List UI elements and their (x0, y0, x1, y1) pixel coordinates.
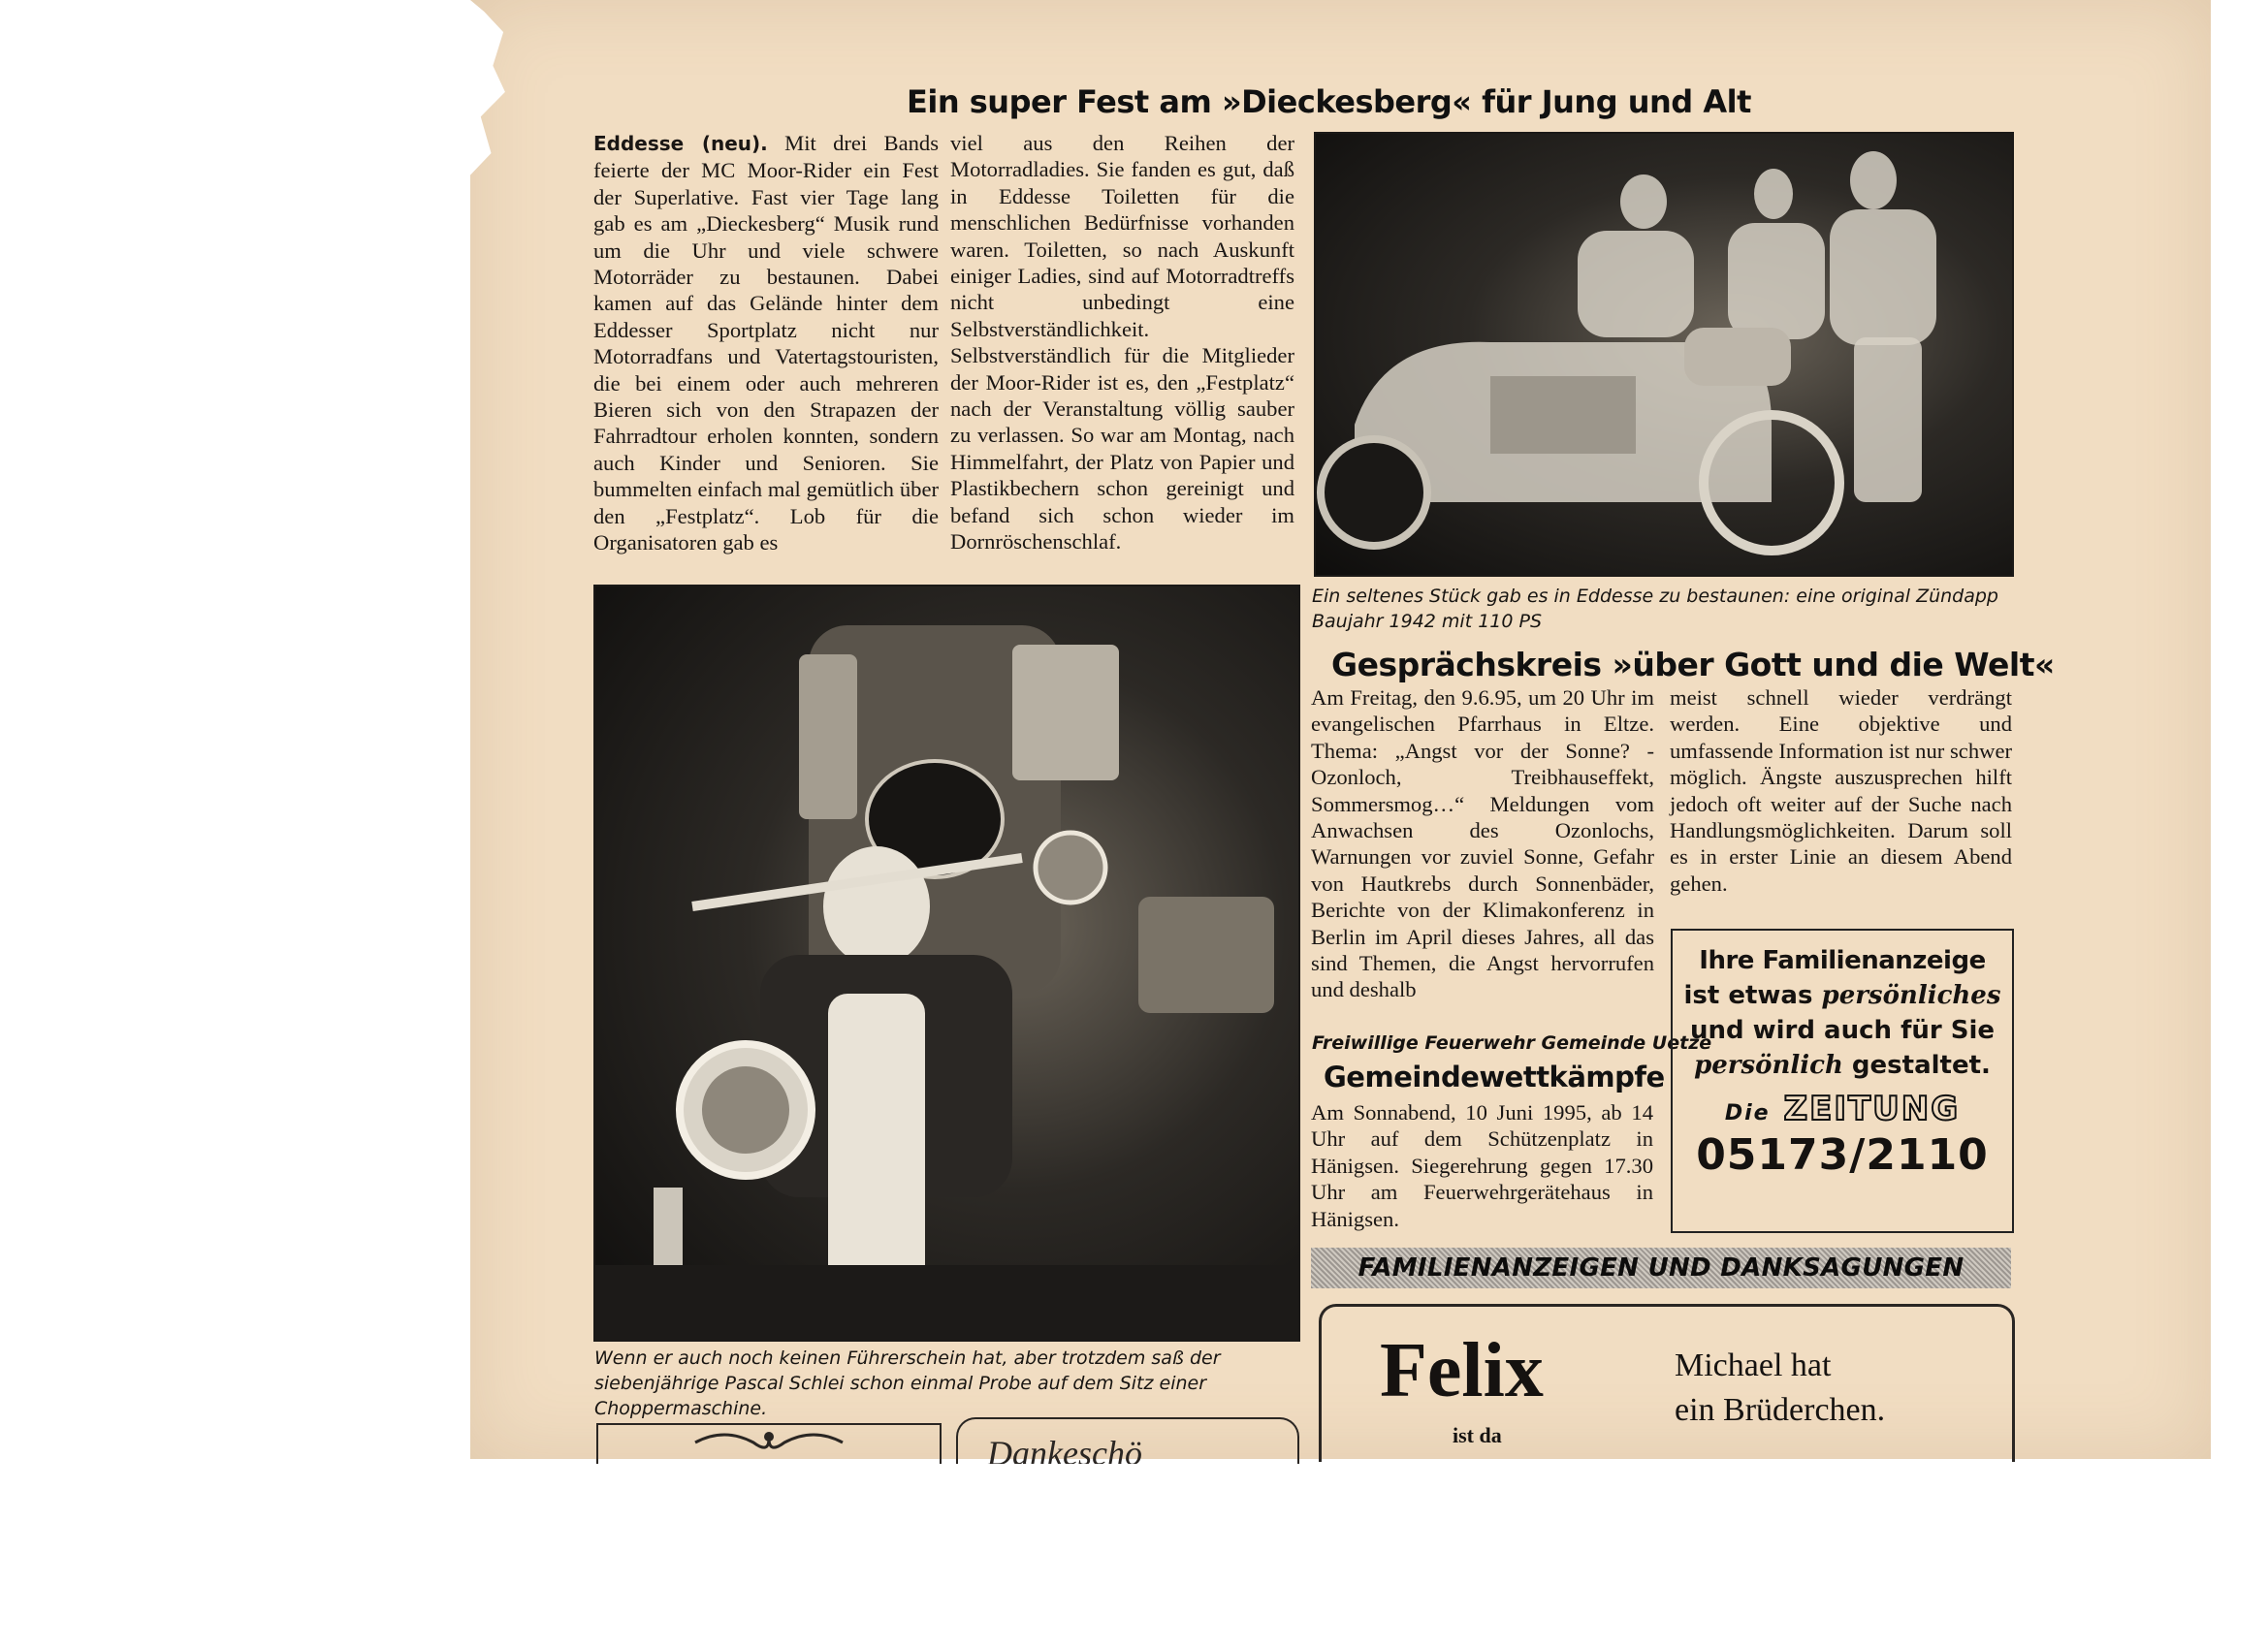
photo-caption-2: Wenn er auch noch keinen Führerschein hat, aber trotzdem saß der siebenjährige Pascal Schlei schon einmal Probe auf dem Sitz einer Choppermaschine. (594, 1347, 1221, 1419)
photo-boy-chopper (593, 585, 1300, 1342)
announcement-line-2: ein Brüderchen. (1675, 1392, 1886, 1428)
announcement-name: Felix (1380, 1328, 1544, 1413)
ad-line-3: und wird auch für Sie (1689, 1016, 1996, 1045)
article-body-1: Mit drei Bands feierte der MC Moor-Rider ein Fest der Superlative. Fast vier Tage lang gab es am „Dieckesberg“ Musik rund um die Uhr und viele schwere Motorräder zu bestaunen. Dabei kamen auf das Gelände hinter dem Eddesser Sportplatz nicht nur Motorradfans und Vatertagstouristen, die bei einem oder auch mehreren Bieren sich von den Strapazen der Fahrradtour erholen konnten, sondern auch Kinder und Senioren. Sie bummelten einfach mal gemütlich über den „Festplatz“. Lob für die Organisatoren gab es (593, 131, 940, 555)
ad-line-4-a: persönlich (1694, 1051, 1843, 1080)
article-column-2: viel aus den Reihen der Motorradladies. Sie fanden es gut, daß in Eddesse Toiletten für die menschlichen Bedürfnisse vorhanden waren. Toiletten, so nach Auskunft einiger Ladies, sind auf Motorradtreffs nicht unbedingt eine Selbstverständlichkeit. Selbstverständlich für die Mitglieder der Moor-Rider ist es, den „Festplatz“ nach der Veranstaltung völlig sauber zu verlassen. So war am Montag, nach Himmelfahrt, der Platz von Papier und Plastikbechern schon gereinigt und befand sich schon wieder im Dornröschenschlaf. (950, 131, 1294, 555)
article-headline-2: Gesprächskreis »über Gott und die Welt« (1331, 646, 2055, 683)
partial-ad-frame-right (956, 1417, 1299, 1464)
ad-phone: 05173/2110 (1696, 1130, 1989, 1180)
ad-line-2-b: persönliches (1821, 981, 2001, 1010)
article-2-column-1: Am Freitag, den 9.6.95, um 20 Uhr im evangelischen Pfarrhaus in Eltze. Thema: „Angst vor der Sonne? - Ozonloch, Treibhauseffekt, Sommersmog…“ Meldungen vom Anwachsen des Ozonlochs, Warnungen vor zuviel Sonne, Gefahr von Hautkrebs durch Sonnenbäder, Berichte von der Klimakonferenz in Berlin im April dieses Jahres, all das sind Themen, die Angst hervorrufen und deshalb (1311, 685, 1654, 1002)
article-headline: Ein super Fest am »Dieckesberg« für Jung und Alt (907, 83, 1751, 120)
ad-logo-zeitung: ZEITUNG (1783, 1090, 1961, 1128)
announcement-sub: ist da (1453, 1423, 1502, 1447)
ad-logo-die: Die (1724, 1101, 1771, 1125)
article-3-body: Am Sonnabend, 10 Juni 1995, ab 14 Uhr auf dem Schützenplatz in Hänigsen. Siegerehrung gegen 17.30 Uhr am Feuerwehrgerätehaus in Hänigsen. (1311, 1100, 1653, 1231)
birth-announcement (1319, 1304, 2015, 1462)
partial-ad-text: Dankeschö (987, 1434, 1142, 1464)
family-ad-box (1671, 929, 2014, 1233)
ornament-icon (598, 1425, 940, 1464)
photo-caption-1: Ein seltenes Stück gab es in Eddesse zu bestaunen: eine original Zündapp Baujahr 1942 mit 110 PS (1312, 586, 1998, 632)
article-column-1 (593, 130, 939, 556)
article-3-headline: Gemeindewettkämpfe (1324, 1061, 1665, 1093)
article-3-kicker: Freiwillige Feuerwehr Gemeinde Uetze (1312, 1032, 1712, 1054)
announcement-text (1675, 1344, 1885, 1433)
section-banner: FAMILIENANZEIGEN UND DANKSAGUNGEN (1311, 1248, 2011, 1288)
ad-line-2 (1673, 981, 2012, 1010)
ad-line-2-a: ist etwas (1683, 981, 1822, 1010)
partial-ad-frame-left (596, 1423, 942, 1464)
announcement-line-1: Michael hat (1675, 1347, 1832, 1383)
article-dateline: Eddesse (neu). (593, 132, 768, 155)
article-2-column-2: meist schnell wieder verdrängt werden. Eine objektive und umfassende Information ist nur schwer möglich. Ängste auszusprechen hilft jedoch oft weiter auf der Suche nach Handlungsmöglichkeiten. Darum soll es in erster Linie an diesem Abend gehen. (1670, 685, 2012, 896)
ad-line-4-b: gestaltet. (1842, 1051, 1991, 1080)
ad-line-4 (1673, 1051, 2012, 1080)
ad-line-1: Ihre Familienanzeige (1699, 946, 1986, 975)
ad-logo (1673, 1090, 2012, 1128)
photo-zuendapp-sidecar (1314, 132, 2014, 577)
